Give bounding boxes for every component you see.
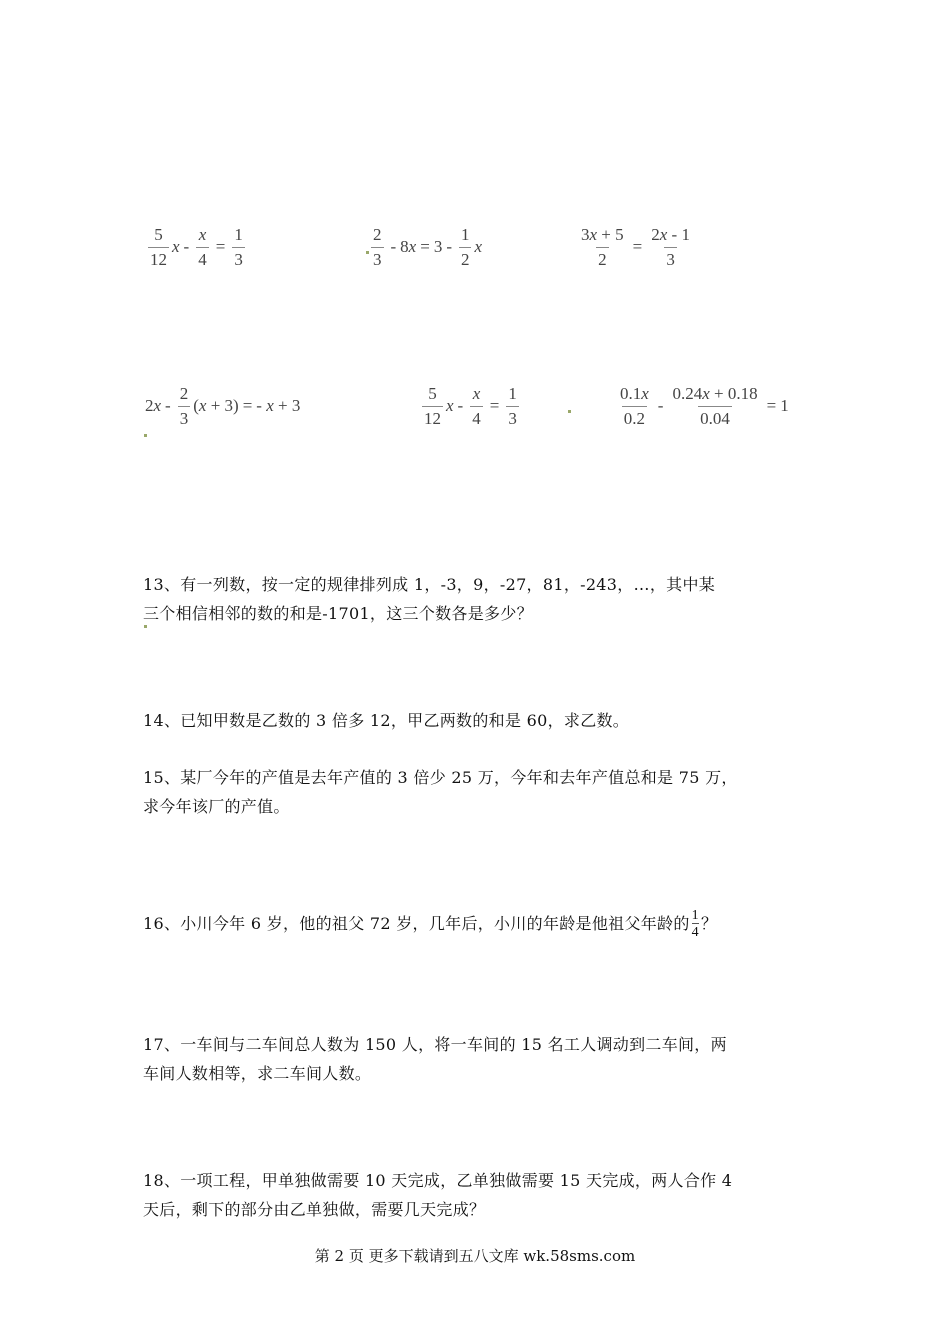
page-footer: 第 2 页 更多下载请到五八文库 wk.58sms.com: [314, 1247, 636, 1265]
equation-6: $\frac{0.1x}{0.2}$ - $\frac{0.24x + 0.18}{0.04}$ = 1: [620, 384, 789, 428]
fraction: $\frac{0.24x + 0.18}{0.04}$: [672, 384, 758, 428]
fraction: $\frac{x}{4}$: [198, 225, 207, 269]
fraction: $\frac{1}{3}$: [508, 384, 517, 428]
fraction: $\frac{5}{12}$: [424, 384, 441, 428]
equation-4: 2 x - $\frac{2}{3}$ ( x + 3) = - x + 3: [145, 384, 301, 428]
fraction: $\frac{2}{3}$: [179, 384, 189, 428]
fraction: $\frac{5}{12}$: [150, 225, 167, 269]
fraction: $\frac{1}{3}$: [234, 225, 243, 269]
question-17: 17、一车间与二车间总人数为 150 人，将一车间的 15 名工人调动到二车间，两 车间人数相等，求二车间人数。: [143, 1035, 727, 1083]
fraction: $\frac{2}{3}$: [373, 225, 382, 269]
fraction: $\frac{1}{2}$: [460, 225, 470, 269]
question-16: 16、小川今年 6 岁，他的祖父 72 岁，几年后，小川的年龄是他祖父年龄的 $\frac{1}{4}$ ？: [143, 908, 718, 941]
equation-2: $\frac{2}{3}$ - 8 x = 3 - $\frac{1}{2}$ x: [373, 225, 483, 269]
question-14: 14、已知甲数是乙数的 3 倍多 12，甲乙两数的和是 60，求乙数。: [143, 711, 630, 730]
fraction: $\frac{1}{4}$: [691, 908, 699, 941]
equation-3: $\frac{3x + 5}{2}$ = $\frac{2x - 1}{3}$: [581, 225, 690, 269]
decorative-dot: [568, 410, 571, 413]
fraction: $\frac{0.1x}{0.2}$: [620, 384, 649, 428]
decorative-dot: [366, 251, 369, 254]
equation-1: $\frac{5}{12}$ x - $\frac{x}{4}$ = $\frac{1}{3}$: [150, 225, 243, 269]
fraction: $\frac{2x - 1}{3}$: [651, 225, 690, 269]
question-15: 15、某厂今年的产值是去年产值的 3 倍少 25 万，今年和去年产值总和是 75 万， 求今年该厂的产值。: [143, 768, 738, 816]
decorative-dot: [144, 434, 147, 437]
fraction: $\frac{x}{4}$: [472, 384, 481, 428]
equation-5: $\frac{5}{12}$ x - $\frac{x}{4}$ = $\frac{1}{3}$: [424, 384, 517, 428]
fraction: $\frac{3x + 5}{2}$: [581, 225, 624, 269]
question-18: 18、一项工程，甲单独做需要 10 天完成，乙单独做需要 15 天完成，两人合作 4 天后，剩下的部分由乙单独做，需要几天完成？: [143, 1171, 733, 1219]
question-13: 13、有一列数，按一定的规律排列成 1，-3，9，-27，81，-243，…，其中某 三个相信相邻的数的和是-1701，这三个数各是多少？: [143, 575, 716, 623]
